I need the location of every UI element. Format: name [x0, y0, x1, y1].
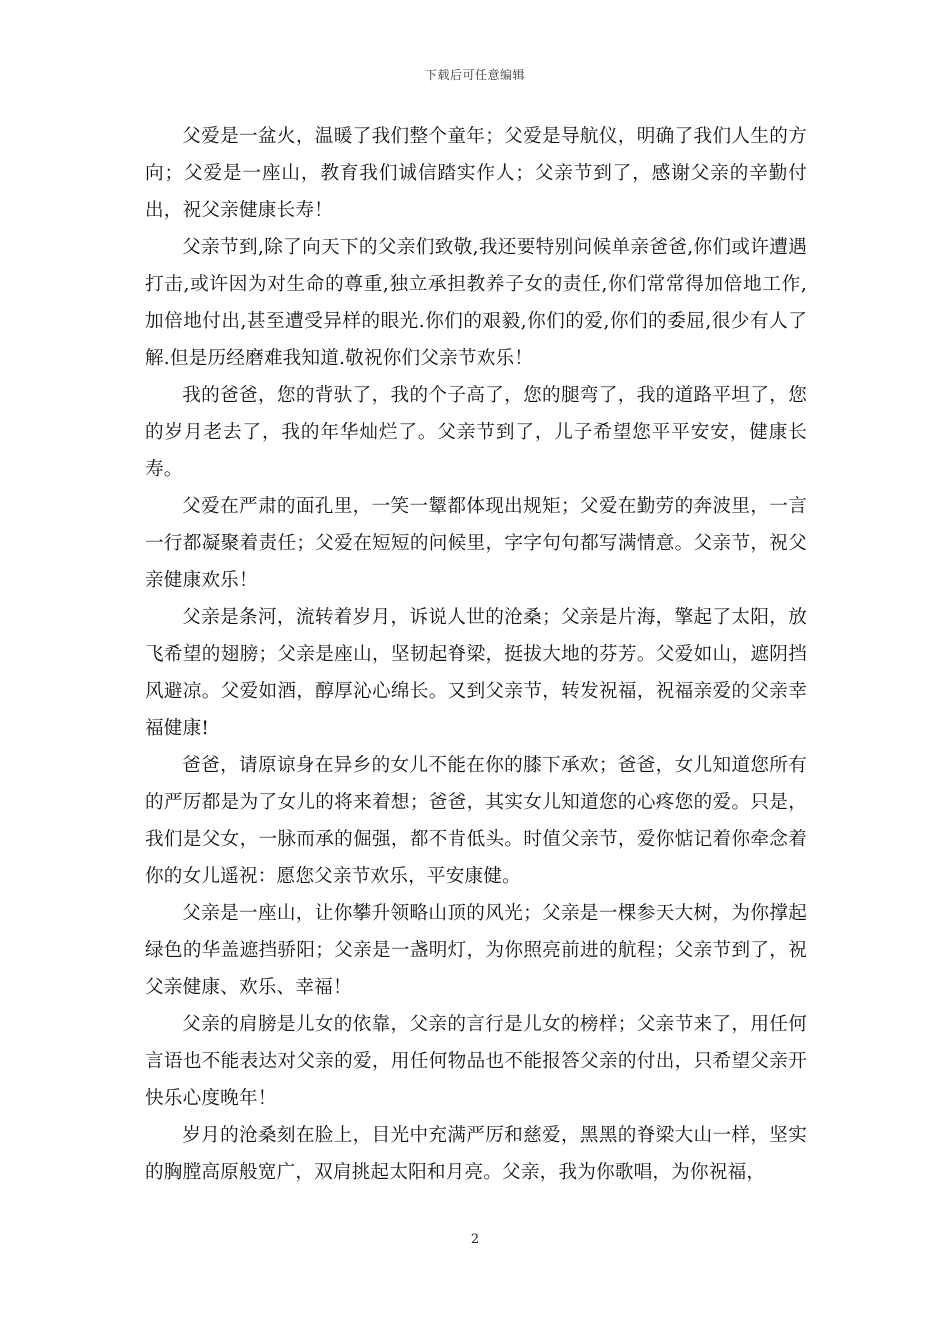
document-body — [145, 118, 807, 1191]
paragraph-2: 父亲节到,除了向天下的父亲们致敬,我还要特别问候单亲爸爸,你们或许遭遇打击,或许因为对生命的尊重,独立承担教养子女的责任,你们常常得加倍地工作,加倍地付出,甚至遭受异样的眼光.你们的艰毅,你们的爱,你们的委屈,很少有人了解.但是历经磨难我知道.敬祝你们父亲节欢乐！ — [145, 237, 807, 369]
paragraph-5: 父亲是条河，流转着岁月，诉说人世的沧桑；父亲是片海，擎起了太阳，放飞希望的翅膀；父亲是座山，坚韧起脊梁，挺拔大地的芬芳。父爱如山，遮阴挡风避凉。父爱如酒，醇厚沁心绵长。又到父亲节，转发祝福，祝福亲爱的父亲幸福健康! — [145, 607, 807, 739]
page-header: 下载后可任意编辑 — [424, 68, 525, 82]
paragraph-9: 岁月的沧桑刻在脸上，目光中充满严厉和慈爱，黑黑的脊梁大山一样，坚实的胸膛高原般宽广，双肩挑起太阳和月亮。父亲，我为你歌唱，为你祝福， — [145, 1125, 807, 1183]
paragraph-8: 父亲的肩膀是儿女的依靠，父亲的言行是儿女的榜样；父亲节来了，用任何言语也不能表达对父亲的爱，用任何物品也不能报答父亲的付出，只希望父亲开快乐心度晚年！ — [145, 1014, 807, 1109]
paragraph-4: 父爱在严肃的面孔里，一笑一颦都体现出规矩；父爱在勤劳的奔波里，一言一行都凝聚着责任；父爱在短短的问候里，字字句句都写满情意。父亲节，祝父亲健康欢乐！ — [145, 496, 807, 591]
page-number: 2 — [470, 1232, 480, 1247]
paragraph-6: 爸爸，请原谅身在异乡的女儿不能在你的膝下承欢；爸爸，女儿知道您所有的严厉都是为了女儿的将来着想；爸爸，其实女儿知道您的心疼您的爱。只是，我们是父女，一脉而承的倔强，都不肯低头。时值父亲节，爱你惦记着你牵念着你的女儿遥祝：愿您父亲节欢乐，平安康健。 — [145, 755, 807, 887]
paragraph-7: 父亲是一座山，让你攀升领略山顶的风光；父亲是一棵参天大树，为你撑起绿色的华盖遮挡骄阳；父亲是一盏明灯，为你照亮前进的航程；父亲节到了，祝父亲健康、欢乐、幸福！ — [145, 903, 807, 998]
paragraph-1: 父爱是一盆火，温暖了我们整个童年；父爱是导航仪，明确了我们人生的方向；父爱是一座山，教育我们诚信踏实作人；父亲节到了，感谢父亲的辛勤付出，祝父亲健康长寿！ — [145, 126, 807, 221]
paragraph-3: 我的爸爸，您的背驮了，我的个子高了，您的腿弯了，我的道路平坦了，您的岁月老去了，我的年华灿烂了。父亲节到了，儿子希望您平平安安，健康长寿。 — [145, 385, 807, 480]
